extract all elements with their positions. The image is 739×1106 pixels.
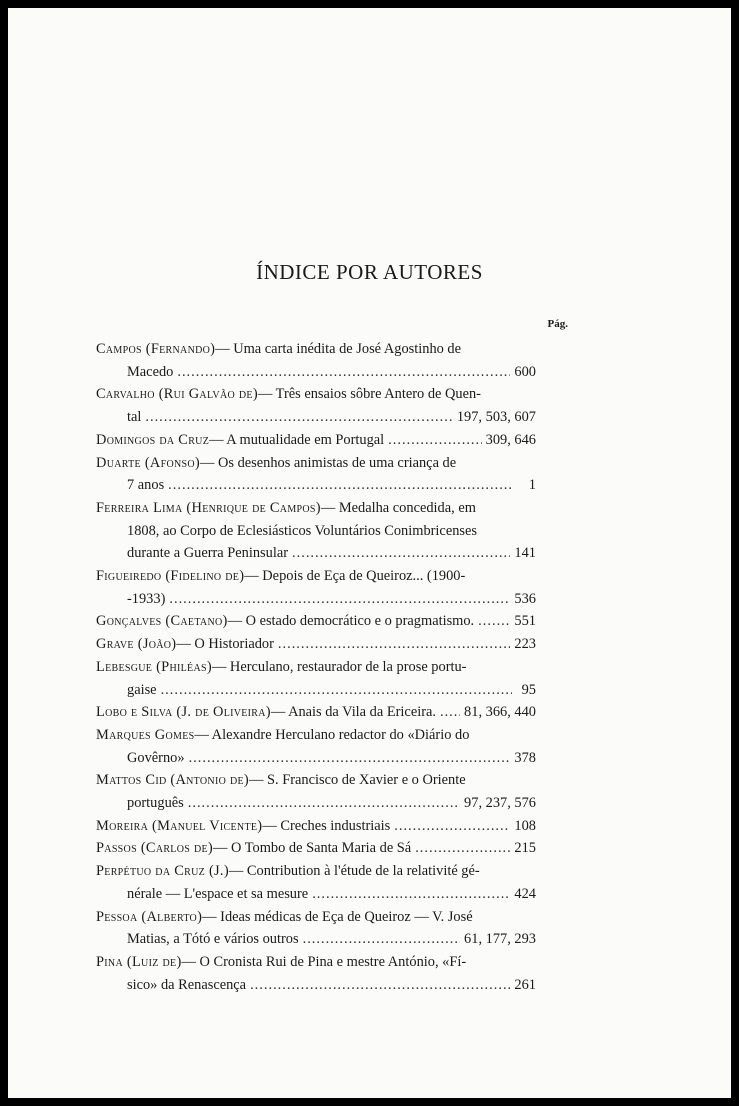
entry-title: — Três ensaios sôbre Antero de Quen- (257, 386, 481, 403)
entry-pages: 197, 503, 607 (456, 409, 536, 426)
entry-author: Perpétuo da Cruz (J.) (96, 863, 229, 880)
entry-title: — Creches industriais (262, 817, 391, 834)
entry-title-continued: 7 anos (127, 477, 165, 494)
leader-dots (312, 883, 510, 906)
leader-dots (415, 837, 510, 860)
index-entry (96, 338, 536, 383)
author-index-list (96, 338, 536, 996)
entry-author: Marques Gomes (96, 726, 195, 743)
entry-pages: 378 (514, 749, 536, 766)
index-entry (96, 452, 536, 497)
leader-dots (440, 701, 460, 724)
entry-pages: 61, 177, 293 (464, 931, 536, 948)
entry-pages: 223 (514, 636, 536, 653)
index-entry (96, 610, 536, 633)
index-entry (96, 837, 536, 860)
index-entry (96, 951, 536, 996)
entry-title: — O Historiador (176, 636, 274, 653)
entry-author: Lobo e Silva (J. de Oliveira) (96, 704, 271, 721)
index-entry (96, 769, 536, 814)
entry-title-continued: -1933) (127, 590, 166, 607)
leader-dots (177, 361, 510, 384)
entry-title: — Uma carta inédita de José Agostinho de (215, 341, 462, 357)
entry-author: Domingos da Cruz (96, 431, 210, 448)
entry-title-continued: Macedo (127, 363, 174, 380)
entry-pages: 215 (514, 840, 536, 857)
index-entry (96, 860, 536, 905)
index-entry (96, 724, 536, 769)
entry-author: Figueiredo (Fidelino de) (96, 568, 245, 585)
page (8, 8, 731, 1098)
entry-title: — Depois de Eça de Queiroz... (1900- (244, 568, 466, 585)
leader-dots (478, 610, 510, 633)
entry-title-continued: nérale — L'espace et sa mesure (127, 885, 309, 902)
entry-author: Pessoa (Alberto) (96, 908, 203, 925)
entry-title-continued: Govêrno» (127, 749, 185, 766)
leader-dots (189, 747, 511, 770)
entry-title-continued: português (127, 795, 184, 812)
entry-author: Lebesgue (Philéas) (96, 658, 212, 675)
leader-dots (388, 429, 481, 452)
entry-title-continued: sico» da Renascença (127, 976, 247, 993)
entry-pages: 108 (514, 817, 536, 834)
index-entry (96, 565, 536, 610)
entry-title: — Medalha concedida, em (320, 499, 476, 516)
leader-dots (169, 588, 510, 611)
entry-pages: 261 (514, 976, 536, 993)
entry-title-continued: Matias, a Tótó e vários outros (127, 931, 299, 948)
entry-title: — O Tombo de Santa Maria de Sá (213, 840, 412, 857)
leader-dots (250, 974, 510, 997)
entry-pages: 424 (514, 885, 536, 902)
entry-title-continued: durante a Guerra Peninsular (127, 545, 289, 562)
leader-dots (292, 542, 510, 565)
entry-title-continued: 1808, ao Corpo de Eclesiásticos Voluntários Conimbricenses (127, 522, 477, 539)
entry-pages: 551 (514, 613, 536, 630)
entry-title: — Os desenhos animistas de uma criança de (199, 454, 457, 471)
entry-pages: 536 (514, 590, 536, 607)
page-column-label: Pág. (547, 318, 568, 330)
entry-title: — A mutualidade em Portugal (209, 431, 385, 448)
entry-author: Gonçalves (Caetano) (96, 613, 228, 630)
entry-pages: 1 (528, 477, 536, 494)
index-entry (96, 815, 536, 838)
leader-dots (161, 679, 512, 702)
entry-pages: 95 (521, 681, 536, 698)
index-entry (96, 429, 536, 452)
leader-dots (188, 792, 460, 815)
entry-author: Duarte (Afonso) (96, 454, 200, 471)
entry-author: Carvalho (Rui Galvão de) (96, 386, 258, 403)
entry-pages: 600 (514, 363, 536, 380)
entry-author: Passos (Carlos de) (96, 840, 214, 857)
entry-title: — O estado democrático e o pragmatismo. (227, 613, 475, 630)
entry-title-continued: gaise (127, 681, 157, 698)
entry-title: — Ideas médicas de Eça de Queiroz — V. José (202, 908, 473, 925)
entry-author: Moreira (Manuel Vicente) (96, 817, 263, 834)
leader-dots (303, 928, 460, 951)
entry-pages: 81, 366, 440 (464, 704, 536, 721)
entry-title: — S. Francisco de Xavier e o Oriente (249, 772, 466, 789)
entry-author: Mattos Cid (Antonio de) (96, 772, 250, 789)
leader-dots (278, 633, 511, 656)
entry-pages: 309, 646 (485, 431, 536, 448)
index-entry (96, 906, 536, 951)
entry-title: — Herculano, restaurador de la prose portu- (211, 658, 467, 675)
entry-title: — O Cronista Rui de Pina e mestre António, «Fí- (181, 953, 467, 970)
entry-pages: 97, 237, 576 (464, 795, 536, 812)
entry-title: — Alexandre Herculano redactor do «Diário do (194, 726, 470, 743)
entry-title-continued: tal (127, 409, 142, 426)
leader-dots (168, 474, 512, 497)
leader-dots (394, 815, 510, 838)
index-entry (96, 656, 536, 701)
entry-pages: 141 (514, 545, 536, 562)
leader-dots (145, 406, 452, 429)
entry-author: Campos (Fernando) (96, 341, 216, 357)
index-entry (96, 633, 536, 656)
page-title: ÍNDICE POR AUTORES (256, 260, 483, 284)
index-entry (96, 701, 536, 724)
entry-author: Ferreira Lima (Henrique de Campos) (96, 499, 321, 516)
index-entry (96, 383, 536, 428)
entry-author: Pina (Luiz de) (96, 953, 182, 970)
entry-author: Grave (João) (96, 636, 177, 653)
index-entry (96, 497, 536, 565)
entry-title: — Anais da Vila da Ericeira. (270, 704, 436, 721)
entry-title: — Contribution à l'étude de la relativité gé- (228, 863, 480, 880)
